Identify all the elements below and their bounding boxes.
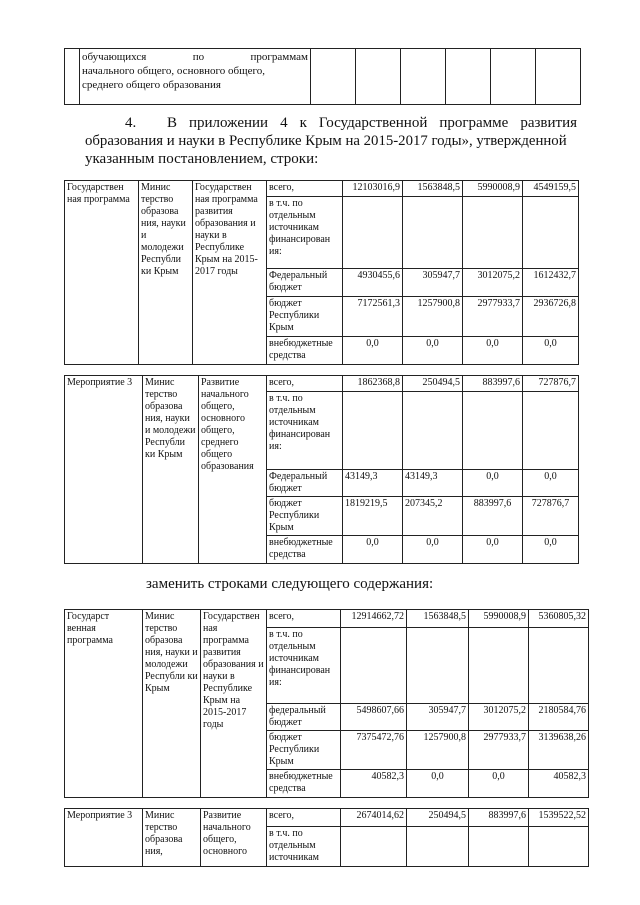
cell-responsible: Минис терство образова ния, науки и молодежи Республи ки Крым <box>143 610 201 798</box>
row-label: всего, <box>267 809 341 827</box>
value-cell: 1539522,52 <box>529 809 589 827</box>
row-label: внебюджетные средства <box>267 770 341 798</box>
cell-responsible: Минис терство образова ния, науки и молодежи Республи ки Крым <box>139 181 193 365</box>
value-cell: 0,0 <box>463 470 523 497</box>
row-label: в т.ч. по отдельным источникам финансирован ия: <box>267 197 343 269</box>
value-cell: 12914662,72 <box>341 610 407 628</box>
table-new-program <box>64 609 589 798</box>
row-label: Федеральный бюджет <box>267 269 343 297</box>
value-cell: 1257900,8 <box>403 297 463 337</box>
row-label: всего, <box>267 181 343 197</box>
cell-status: Мероприятие 3 <box>65 809 143 867</box>
value-cell: 5498607,66 <box>341 704 407 731</box>
value-cell: 0,0 <box>407 770 469 798</box>
value-cell: 4930455,6 <box>343 269 403 297</box>
paragraph-4-line3: указанным постановлением, строки: <box>85 151 319 167</box>
value-cell: 5990008,9 <box>463 181 523 197</box>
table-old-measure-3 <box>64 375 579 564</box>
value-cell: 3012075,2 <box>469 704 529 731</box>
value-cell: 1819219,5 <box>343 497 403 536</box>
paragraph-4 <box>85 114 577 168</box>
value-cell: 2674014,62 <box>341 809 407 827</box>
paragraph-4-line2: образования и науки в Республике Крым на 2015-2017 годы», утвержденной <box>85 133 567 149</box>
cell-status: Государст венная программа <box>65 610 143 798</box>
row-label: бюджет Республики Крым <box>267 297 343 337</box>
value-cell: 40582,3 <box>529 770 589 798</box>
cell-title: Развитие начального общего, основного общего, среднего общего образования <box>199 376 267 564</box>
value-cell: 250494,5 <box>403 376 463 392</box>
value-cell: 0,0 <box>343 536 403 564</box>
value-cell: 0,0 <box>523 337 579 365</box>
value-cell: 0,0 <box>403 536 463 564</box>
value-cell: 0,0 <box>403 337 463 365</box>
value-cell: 0,0 <box>469 770 529 798</box>
value-cell: 2180584,76 <box>529 704 589 731</box>
value-cell: 2977933,7 <box>463 297 523 337</box>
value-cell: 207345,2 <box>403 497 463 536</box>
value-cell: 1563848,5 <box>403 181 463 197</box>
cell-responsible: Минис терство образова ния, науки и молодежи Республи ки Крым <box>143 376 199 564</box>
value-cell: 883997,6 <box>463 497 523 536</box>
value-cell: 3012075,2 <box>463 269 523 297</box>
table-new-measure-3 <box>64 808 589 867</box>
cell-status: Мероприятие 3 <box>65 376 143 564</box>
top-table-text-cell <box>80 49 311 105</box>
value-cell: 0,0 <box>523 470 579 497</box>
cell-title: Государствен ная программа развития образования и науки в Республике Крым на 2015-2017 годы <box>193 181 267 365</box>
value-cell: 12103016,9 <box>343 181 403 197</box>
replace-text: заменить строками следующего содержания: <box>146 576 434 592</box>
row-label: внебюджетные средства <box>267 536 343 564</box>
table-old-program <box>64 180 579 365</box>
value-cell: 5990008,9 <box>469 610 529 628</box>
value-cell: 2936726,8 <box>523 297 579 337</box>
cell-status: Государствен ная программа <box>65 181 139 365</box>
cell-title: Развитие начального общего, основного <box>201 809 267 867</box>
value-cell: 883997,6 <box>463 376 523 392</box>
cell-title: Государствен ная программа развития образования и науки в Республике Крым на 2015-2017 годы <box>201 610 267 798</box>
value-cell: 305947,7 <box>403 269 463 297</box>
row-label: в т.ч. по отдельным источникам <box>267 827 341 867</box>
value-cell: 43149,3 <box>343 470 403 497</box>
paragraph-4-number: 4. <box>125 115 137 131</box>
top-table-fragment <box>64 48 581 105</box>
value-cell: 3139638,26 <box>529 731 589 770</box>
row-label: в т.ч. по отдельным источникам финансирован ия: <box>267 628 341 704</box>
value-cell: 0,0 <box>523 536 579 564</box>
row-label: Федеральный бюджет <box>267 470 343 497</box>
row-label: бюджет Республики Крым <box>267 731 341 770</box>
value-cell: 250494,5 <box>407 809 469 827</box>
value-cell: 883997,6 <box>469 809 529 827</box>
value-cell: 1563848,5 <box>407 610 469 628</box>
value-cell: 305947,7 <box>407 704 469 731</box>
row-label: в т.ч. по отдельным источникам финансирован ия: <box>267 392 343 470</box>
value-cell: 0,0 <box>343 337 403 365</box>
paragraph-4-line1: В приложении 4 к Государственной программе развития <box>167 115 577 131</box>
row-label: всего, <box>267 376 343 392</box>
value-cell: 7375472,76 <box>341 731 407 770</box>
value-cell: 4549159,5 <box>523 181 579 197</box>
value-cell: 727876,7 <box>523 376 579 392</box>
value-cell: 2977933,7 <box>469 731 529 770</box>
top-table-number-cell <box>65 49 80 105</box>
value-cell: 40582,3 <box>341 770 407 798</box>
row-label: всего, <box>267 610 341 628</box>
value-cell: 1862368,8 <box>343 376 403 392</box>
value-cell: 7172561,3 <box>343 297 403 337</box>
top-table-line1: обучающихся по программам <box>82 51 308 63</box>
top-table-line2: начального общего, основного общего, <box>82 65 265 77</box>
cell-responsible: Минис терство образова ния, <box>143 809 201 867</box>
value-cell: 5360805,32 <box>529 610 589 628</box>
value-cell: 727876,7 <box>523 497 579 536</box>
row-label: бюджет Республики Крым <box>267 497 343 536</box>
value-cell: 0,0 <box>463 337 523 365</box>
row-label: внебюджетные средства <box>267 337 343 365</box>
value-cell: 0,0 <box>463 536 523 564</box>
value-cell: 1612432,7 <box>523 269 579 297</box>
value-cell: 1257900,8 <box>407 731 469 770</box>
top-table-line3: среднего общего образования <box>82 79 221 91</box>
value-cell: 43149,3 <box>403 470 463 497</box>
row-label: федеральный бюджет <box>267 704 341 731</box>
